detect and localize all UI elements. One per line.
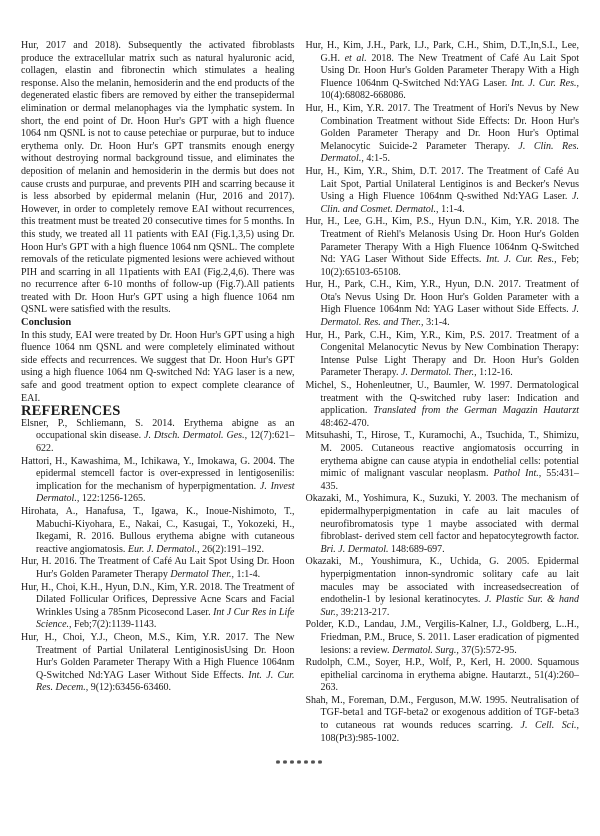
reference-text: Hur, H., Park, C.H., Kim, Y.R., Kim, P.S. 2017. Treatment of a Congenital Melanocytic Nevus by New Combination Therapy: Intense Pulse Light Therapy and Dr. Hoon Hur's Golden Parameter Therapy. — [305, 329, 579, 379]
reference-item — [21, 582, 295, 632]
reference-journal-name: Bri. J. Dermatol. — [320, 543, 389, 555]
right-column — [306, 40, 580, 745]
reference-text: Hur, H., Kim, Y.R., Shim, D.T. 2017. The Treatment of Café Au Lait Spot, Partial Unilateral Lentiginos is and Becker's Nevus Using a High Fluence 1064nm Q-swithed Nd:YAG Laser. — [305, 165, 579, 203]
reference-item — [306, 279, 580, 329]
reference-text: Hur, H., Choi, K.H., Hyun, D.N., Kim, Y.R. 2018. The Treatment of Dilated Follicular Orifices, Depressive Acne Scars and Facial Wrinkles Using a 785nm Picosecond Laser. — [21, 581, 295, 618]
references-list-right — [306, 40, 580, 745]
reference-text: 2018. The New Treatment of Café Au Lait Spot Using Dr. Hoon Hur's Golden Parameter Therapy With a High Fluence 1064nm Q-Switched Nd:YAG Laser. — [320, 52, 579, 89]
reference-text: 108(Pt3):985-1002. — [320, 732, 400, 744]
reference-text: 39:213-217. — [338, 606, 390, 618]
reference-item — [21, 418, 295, 456]
reference-journal-name: Dermatol. Surg., — [392, 644, 459, 656]
reference-journal-name: J. Dermatol. Res. and Ther., — [320, 304, 579, 329]
reference-text: Feb; 10(2):65103-65108. — [320, 254, 579, 278]
reference-item — [306, 330, 580, 380]
reference-item — [21, 556, 295, 581]
reference-journal-name: Int. J. Cur. Res., — [510, 77, 579, 89]
reference-journal-name: Eur. J. Dermatol., — [127, 543, 200, 555]
reference-item — [306, 657, 580, 695]
reference-text: Shah, M., Foreman, D.M., Ferguson, M.W. 1995. Neutralisation of TGF-beta1 and TGF-beta2 or exogenous addition of TGF-beta3 to cutaneous rat wounds reduces scarring. — [305, 694, 579, 732]
reference-journal-name: J. Dermatol. Ther., — [401, 367, 477, 379]
reference-journal-name: J. Dtsch. Dermatol. Ges., — [144, 430, 248, 442]
reference-text: Hur, H., Lee, G.H., Kim, P.S., Hyun D.N., Kim, Y.R. 2018. The Treatment of Riehl's Melanosis Using Dr. Hoon Hur's Golden Parameter Therapy With a High Fluence 1064nm Q-Switched Nd: YAG Laser Without Side Effects. — [305, 216, 579, 266]
reference-text: Hur, H., Kim, Y.R. 2017. The Treatment of Hori's Nevus by New Combination Treatment without Side Effects: Dr. Hoon Hur's Golden Parameter Therapy and Dr. Hoon Hur's Optimal Melanocytic Suicide-2 Parameter Therapy. — [305, 102, 579, 152]
reference-journal-name: J. Cell. Sci., — [520, 720, 579, 732]
reference-text: Okazaki, M., Youshimura, K., Uchida, G. 2005. Epidermal hyperpigmentation innon-syndromic solitary cafe au lait macules may be associated with increasedsecreation of endothelin-1 by lesional keratinocytes. — [305, 556, 579, 606]
reference-journal-name: J. Plastic Sur. & hand Sur., — [320, 594, 579, 618]
reference-item — [306, 166, 580, 216]
page-end-separator: ******* — [275, 759, 325, 771]
reference-text: Okazaki, M., Yoshimura, K., Suzuki, Y. 2003. The mechanism of epidermalhyperpigmentation in cafe au lait macules of neurofibromatosis type 1 maybe associated with dermal fibroblast- derived stem cell factor and hepatocytegrowth factor. — [305, 493, 579, 543]
reference-text: Elsner, P., Schliemann, S. 2014. Erythema abigne as an occupational skin disease. — [21, 417, 295, 442]
reference-item — [21, 506, 295, 556]
reference-text: 26(2):191–192. — [199, 543, 265, 555]
reference-journal-name: Dermatol Ther., — [170, 568, 234, 580]
reference-text: 12(7):621–622. — [36, 430, 295, 454]
reference-text: 3:1-4. — [423, 317, 450, 329]
reference-item — [306, 695, 580, 745]
reference-journal-name: Translated from the German Magazin Hautarzt — [373, 405, 579, 417]
reference-journal-name: et al. — [344, 52, 367, 64]
left-column — [21, 40, 295, 745]
reference-text: 55:431–435. — [320, 468, 580, 492]
reference-text: Polder, K.D., Landau, J.M., Vergilis-Kalner, I.J., Goldberg, L..H., Friedman, P.M., Bruce, S. 2011. Laser eradication of pigmented lesions: a review. — [305, 619, 579, 656]
reference-journal-name: J. Invest Dermatol., — [36, 480, 295, 505]
reference-item — [306, 380, 580, 430]
reference-text: 122:1256-1265. — [79, 493, 146, 505]
conclusion-heading: Conclusion — [21, 317, 72, 329]
reference-item — [306, 556, 580, 619]
reference-journal-name: J. Clin. Res. Dermatol., — [320, 140, 579, 165]
reference-text: Mitsuhashi, T., Hirose, T., Kuramochi, A., Tsuchida, T., Shimizu, M. 2005. Cutaneous reactive angiomatosis occurring in erythema abigne can cause atypia in endothelial cells: potential mimic of malignant vascular neoplasm. — [305, 430, 579, 480]
reference-item — [306, 103, 580, 166]
reference-text: Hur, H., Park, C.H., Kim, Y.R., Hyun, D.N. 2017. Treatment of Ota's Nevus Using Dr. Hoon Hur's Golden Parameter with a High Fluence 1064nm Nd: YAG Laser without Side Effects. — [305, 279, 579, 316]
two-column-layout — [21, 40, 579, 745]
references-heading: REFERENCES — [21, 403, 121, 420]
reference-item — [21, 456, 295, 506]
reference-journal-name: Int. J. Cur. Res. Decem., — [36, 669, 295, 694]
reference-text: 1:1-4. — [438, 203, 465, 215]
reference-text: Hur, H., Choi, Y.J., Cheon, M.S., Kim, Y.R. 2017. The New Treatment of Partial Unilateral LentiginosisUsing Dr. Hoon Hur's Golden Parameter Therapy With a High Fluence 1064nm Q-Switched Nd:YAG Laser Without Side Effects. — [21, 631, 295, 681]
reference-item — [306, 40, 580, 103]
reference-text: 37(5):572-95. — [458, 644, 517, 656]
reference-item — [306, 493, 580, 556]
reference-text: Rudolph, C.M., Soyer, H.P., Wolf, P., Kerl, H. 2000. Squamous epithelial carcinoma in erythema abigne. Hautarzt., 51(4):260–263. — [305, 657, 579, 694]
reference-text: 1:1-4. — [233, 568, 261, 580]
reference-journal-name: J. Clin. and Cosmet. Dermatol., — [320, 191, 579, 215]
reference-text: 10(4):68082-668086. — [320, 90, 406, 102]
reference-item — [21, 632, 295, 695]
reference-text: Hur, H. 2016. The Treatment of Café Au Lait Spot Using Dr. Hoon Hur's Golden Parameter Therapy — [21, 556, 295, 580]
reference-item — [306, 430, 580, 493]
references-list-left — [21, 418, 295, 695]
reference-journal-name: Int J Cur Res in Life Science., — [36, 606, 295, 631]
reference-text: 48:462-470. — [320, 417, 370, 429]
reference-text: Feb;7(2):1139-1143. — [71, 619, 157, 631]
reference-journal-name: Pathol Int., — [493, 468, 542, 480]
reference-item — [306, 619, 580, 657]
reference-text: 1:12-16. — [476, 367, 513, 379]
body-paragraph: Hur, 2017 and 2018). Subsequently the activated fibroblasts produce the extracellular matrix such as natural hyaluronic acid, collagen, elastin and fibronectin which stimulates a healing response. Also the melanin, hemosiderin and the end products of the degenerated elastic fibers are removed by either the transepidermal elimination or dermal melanophages via the lymphatic system. In short, the end point of Dr. Hoon Hur's GPT with a high fluence 1064 nm QSNL is not to cause petechiae or purpurae, but to induce erythema only. Dr. Hoon Hur's GPT transmits enough energy without destroying normal background tissue, and eliminates the deposition of melanin and hemosiderin in the dermis but does not cause crusts and purpurae, and prevents PIH and scarring because it is less absorbed by epidermal melanin (Hur, 2016 and 2017). However, in order to completely remove EAI without recurrences, this treatment must be treated 20 consecutive times for 5 months. In this study, we treated all 11 patients with EAI (Fig.1,3,5) using Dr. Hoon Hur's GPT with a high fluence 1064 nm QSNL. The complete removals of the reticulate pigmented lesions were achieved without PIH and scarring in all 11patients with EAI (Fig.2,4,6). There was no recurrence after 6-10 months of follow-up (Fig.7).All patients treated with Dr. Hoon Hur's GPT using a high fluence 1064 nm QSNL were satisfied with the results. — [21, 40, 295, 316]
reference-text: 4:1-5. — [363, 153, 390, 165]
reference-text: 148:689-697. — [388, 543, 445, 555]
reference-text: Hur, H., Kim, J.H., Park, I.J., Park, C.H., Shim, D.T.,In,S.I., Lee, G.H. — [305, 40, 579, 64]
conclusion-paragraph: In this study, EAI were treated by Dr. Hoon Hur's GPT using a high fluence 1064 nm QSNL and were completely eliminated without side effects and recurrences. We suggest that Dr. Hoon Hur's GPT using a high fluence 1064 nm Q-switched Nd: YAG laser is a new, safe and good treatment option to expect complete clearance of EAI. — [21, 329, 295, 404]
reference-text: 9(12):63456-63460. — [88, 682, 171, 694]
reference-journal-name: Int. J. Cur. Res., — [485, 254, 557, 266]
reference-text: Hirohata, A., Hanafusa, T., Igawa, K., Inoue-Nishimoto, T., Mabuchi-Kiyohara, E., Nakai, C., Kasugai, T., Yokozeki, H., Ikegami, R. 2016. Bullous erythema abigne with cutaneous reactive angiomatosis. — [21, 505, 295, 555]
reference-text: Hattori, H., Kawashima, M., Ichikawa, Y., Imokawa, G. 2004. The epidermal stemcell factor is over-expressed in lentigosenilis: implication for the mechanism of hyperpigmentation. — [21, 455, 295, 492]
reference-text: Michel, S., Hohenleutner, U., Baumler, W. 1997. Dermatological treatment with the Q-switched ruby laser: Indication and application. — [305, 380, 579, 417]
reference-item — [306, 216, 580, 279]
